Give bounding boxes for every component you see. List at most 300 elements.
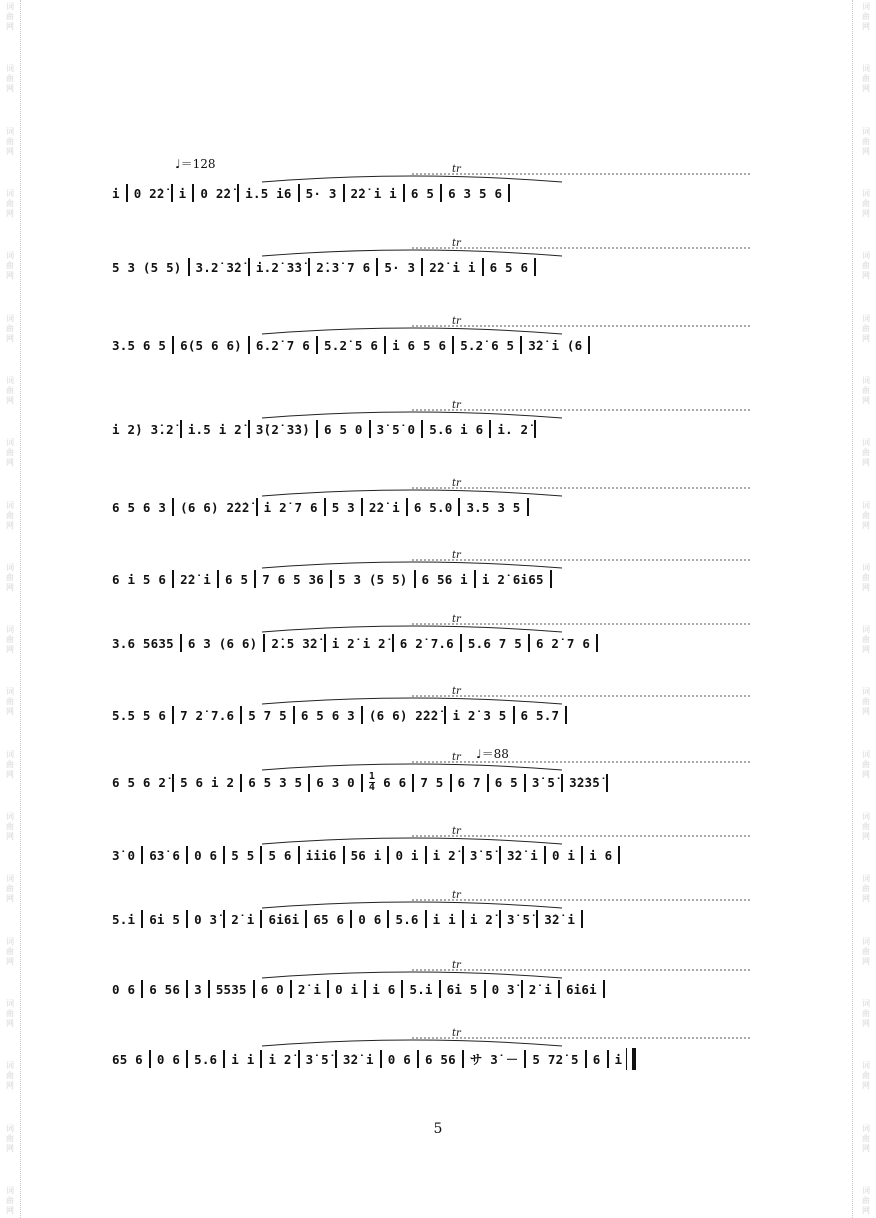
- watermark-char: 词: [862, 1061, 870, 1071]
- measure: 6 7: [457, 775, 481, 790]
- measure: 5.2̇ 6 5: [460, 337, 515, 353]
- measure: 2̇ i: [231, 911, 255, 927]
- barline: [260, 910, 262, 928]
- watermark-group: [3, 501, 17, 531]
- barline: [607, 1050, 609, 1068]
- measure: i 2̇: [432, 847, 456, 863]
- measure: i 6 5 6: [392, 337, 447, 353]
- watermark-group: [3, 1186, 17, 1216]
- measure: 6 3 0: [316, 775, 355, 790]
- slur-lines: [112, 484, 772, 498]
- measure: 0 6: [156, 1051, 181, 1067]
- watermark-char: 词: [6, 874, 14, 884]
- watermark-char: 词: [862, 251, 870, 261]
- watermark-group: [859, 501, 873, 531]
- watermark-char: 网: [6, 1019, 14, 1028]
- measure: 7 5: [420, 775, 444, 790]
- watermark-char: 曲: [6, 884, 14, 894]
- barline: [558, 980, 560, 998]
- watermark-char: 网: [862, 582, 870, 592]
- barline: [606, 774, 608, 792]
- measure: 0 6: [358, 911, 382, 927]
- trill-mark: tr: [452, 826, 461, 837]
- watermark-group: [859, 1186, 873, 1216]
- measure: 5· 3: [305, 185, 337, 201]
- watermark-char: 网: [862, 1205, 870, 1215]
- measure: 2̇.5 3̇2̇: [271, 635, 318, 651]
- slur-lines: [112, 406, 772, 420]
- barline: [361, 774, 363, 792]
- barline: [412, 774, 414, 792]
- watermark-group: [859, 64, 873, 94]
- watermark-char: 词: [6, 188, 14, 198]
- watermark-char: 曲: [862, 1133, 870, 1143]
- watermark-char: 网: [862, 1143, 870, 1153]
- measure: 0 i: [395, 847, 419, 863]
- measure: i 2̇ i 2̇: [331, 635, 386, 651]
- watermark-group: [3, 812, 17, 842]
- watermark-char: 词: [862, 874, 870, 884]
- watermark-char: 词: [862, 625, 870, 635]
- watermark-char: 曲: [862, 822, 870, 832]
- barline: [126, 184, 128, 202]
- watermark-group: [3, 2, 17, 32]
- score-row: [112, 614, 772, 651]
- watermark-group: [859, 937, 873, 967]
- barline: [425, 846, 427, 864]
- measure: 0 6: [387, 1051, 411, 1067]
- measure: 5.6 i 6: [429, 421, 484, 437]
- barline: [524, 1050, 526, 1068]
- barline: [290, 980, 292, 998]
- watermark-char: 曲: [6, 510, 14, 520]
- barline: [263, 634, 265, 652]
- barline: [223, 1050, 225, 1068]
- slur-lines: [112, 758, 772, 772]
- measure: 0 3̇: [491, 981, 515, 997]
- barline: [186, 980, 188, 998]
- barline: [186, 1050, 188, 1068]
- watermark-char: 网: [862, 894, 870, 904]
- barline: [521, 980, 523, 998]
- watermark-char: 曲: [862, 448, 870, 458]
- score-row: [112, 826, 772, 863]
- watermark-group: [859, 376, 873, 406]
- watermark-group: [3, 937, 17, 967]
- barline: [384, 336, 386, 354]
- measure: 2̇2̇ i: [180, 571, 211, 587]
- barline: [364, 980, 366, 998]
- measure: 2̇ i: [297, 981, 322, 997]
- watermark-group: [859, 999, 873, 1029]
- time-signature: [369, 772, 375, 793]
- barline: [444, 706, 446, 724]
- watermark-char: 词: [862, 562, 870, 572]
- score-row: [112, 1028, 772, 1067]
- measure: 3̇2̇ i: [342, 1051, 374, 1067]
- watermark-char: 曲: [6, 261, 14, 271]
- watermark-char: 网: [6, 271, 14, 281]
- tempo-marking: ♩＝88: [476, 747, 509, 761]
- measure: 6.2̇ 7 6: [255, 337, 310, 353]
- watermark-char: 曲: [862, 323, 870, 333]
- measure: 6 5 6 2̇: [112, 775, 167, 790]
- notes-line: [112, 420, 772, 438]
- measure: 6 5 6 3: [112, 499, 167, 515]
- watermark-char: 词: [862, 313, 870, 323]
- barline: [452, 336, 454, 354]
- trill-mark: tr: [452, 890, 461, 901]
- barline: [253, 980, 255, 998]
- watermark-char: 曲: [6, 759, 14, 769]
- measure: 3̇ 5̇: [507, 911, 531, 927]
- watermark-group: [859, 625, 873, 655]
- watermark-char: 网: [862, 1081, 870, 1091]
- measure: (6 6) 2̇2̇2̇: [368, 707, 439, 723]
- measure: 65 6: [313, 911, 345, 927]
- watermark-group: [3, 251, 17, 281]
- measure: i.2̇ 3̇3̇: [255, 259, 303, 275]
- measure: iii6: [305, 847, 337, 863]
- watermark-group: [859, 563, 873, 593]
- measure: 7 2̇ 7.6: [180, 707, 235, 723]
- measure: i i: [432, 911, 456, 927]
- barline: [298, 846, 300, 864]
- watermark-char: 词: [6, 687, 14, 697]
- measure: 5.6 7 5: [467, 635, 522, 651]
- notes-line: [112, 634, 772, 652]
- measure: i 2̇ 7 6: [263, 499, 318, 515]
- watermark-char: 网: [6, 894, 14, 904]
- watermark-char: 网: [862, 520, 870, 530]
- measure: 2̇2̇ i: [368, 499, 400, 515]
- watermark-char: 词: [862, 936, 870, 946]
- watermark-char: 网: [862, 395, 870, 405]
- measure: 6 5 6: [489, 259, 529, 275]
- watermark-group: [3, 687, 17, 717]
- measure: 63̇ 6: [149, 847, 181, 863]
- watermark-char: 曲: [862, 572, 870, 582]
- watermark-group: [3, 64, 17, 94]
- watermark-group: [3, 127, 17, 157]
- barline: [180, 634, 182, 652]
- barline: [581, 846, 583, 864]
- watermark-char: 网: [862, 146, 870, 156]
- barline: [316, 336, 318, 354]
- measure: 5 3 (5 5): [112, 259, 182, 275]
- measure: 3̇ 5̇: [305, 1051, 329, 1067]
- measure: 65 6: [112, 1051, 143, 1067]
- watermark-char: 曲: [6, 635, 14, 645]
- barline: [343, 846, 345, 864]
- watermark-char: 网: [6, 956, 14, 966]
- barline: [421, 420, 423, 438]
- trill-mark: tr: [452, 164, 461, 175]
- measure: 5 3: [331, 499, 355, 515]
- watermark-char: 网: [6, 146, 14, 156]
- watermark-char: 曲: [6, 385, 14, 395]
- watermark-char: 网: [6, 84, 14, 94]
- barline: [186, 846, 188, 864]
- watermark-char: 词: [862, 438, 870, 448]
- trill-mark: tr: [452, 1028, 461, 1039]
- score-row: [112, 478, 772, 515]
- measure: 3̇ 5̇: [531, 775, 556, 790]
- watermark-char: 曲: [862, 759, 870, 769]
- measure: i 6: [589, 847, 613, 863]
- measure: 6 3 5 6: [448, 185, 503, 201]
- notes-line: [112, 1048, 772, 1070]
- watermark-char: 词: [6, 375, 14, 385]
- measure: 5 72̇ 5: [532, 1051, 579, 1067]
- final-barline: [626, 1048, 636, 1070]
- barline: [482, 258, 484, 276]
- barline: [237, 184, 239, 202]
- slur-lines: [112, 244, 772, 258]
- watermark-char: 网: [6, 1205, 14, 1215]
- barline: [403, 184, 405, 202]
- slur-lines: [112, 966, 772, 980]
- barline: [524, 774, 526, 792]
- left-watermark-column: [3, 0, 17, 1218]
- barline: [171, 184, 173, 202]
- watermark-char: 曲: [862, 946, 870, 956]
- barline: [335, 1050, 337, 1068]
- barline: [487, 774, 489, 792]
- measure: 2̇2̇ i i: [350, 185, 397, 201]
- barline: [499, 910, 501, 928]
- measure: 5535: [215, 981, 247, 997]
- measure: 6i 5: [149, 911, 181, 927]
- watermark-char: 曲: [862, 385, 870, 395]
- watermark-char: 网: [6, 769, 14, 779]
- watermark-group: [3, 874, 17, 904]
- watermark-char: 网: [862, 956, 870, 966]
- watermark-char: 网: [6, 832, 14, 842]
- slur-lines: [112, 556, 772, 570]
- watermark-char: 词: [6, 812, 14, 822]
- watermark-char: 曲: [6, 1071, 14, 1081]
- tempo-marking: ♩＝128: [175, 157, 216, 171]
- watermark-char: 词: [6, 1185, 14, 1195]
- measure: 5 7 5: [248, 707, 287, 723]
- watermark-char: 曲: [6, 1009, 14, 1018]
- watermark-char: 网: [862, 208, 870, 218]
- barline: [240, 706, 242, 724]
- watermark-char: 词: [862, 687, 870, 697]
- barline: [330, 570, 332, 588]
- watermark-char: 网: [862, 707, 870, 717]
- barline: [172, 498, 174, 516]
- barline: [293, 706, 295, 724]
- watermark-group: [3, 314, 17, 344]
- barline: [369, 420, 371, 438]
- measure: 2̇ i: [528, 981, 552, 997]
- watermark-char: 网: [862, 84, 870, 94]
- measure: 5 5: [231, 847, 255, 863]
- notes-line: [112, 498, 772, 516]
- barline: [489, 420, 491, 438]
- barline: [298, 184, 300, 202]
- measure: 6 i 5 6: [112, 571, 167, 587]
- notes-line: [112, 846, 772, 864]
- barline: [380, 1050, 382, 1068]
- watermark-char: 网: [6, 333, 14, 343]
- barline: [508, 184, 510, 202]
- watermark-char: 网: [6, 395, 14, 405]
- measure: 6 0: [260, 981, 284, 997]
- measure: i: [178, 185, 187, 201]
- barline: [406, 498, 408, 516]
- measure: 5.i: [112, 911, 136, 927]
- watermark-char: 网: [862, 22, 870, 31]
- barline: [248, 258, 250, 276]
- watermark-char: 网: [862, 832, 870, 842]
- watermark-char: 曲: [862, 697, 870, 707]
- barline: [192, 184, 194, 202]
- measure: 0 6: [194, 847, 218, 863]
- barline: [172, 774, 174, 792]
- barline: [561, 774, 563, 792]
- watermark-char: 词: [6, 562, 14, 572]
- watermark-group: [859, 314, 873, 344]
- barline: [350, 910, 352, 928]
- measure: i: [614, 1051, 623, 1067]
- barline: [462, 1050, 464, 1068]
- barline: [544, 846, 546, 864]
- barline: [172, 570, 174, 588]
- measure: 3̇2̇ i: [507, 847, 538, 863]
- watermark-char: 曲: [862, 261, 870, 271]
- measure: 6 5: [410, 185, 435, 201]
- barline: [254, 570, 256, 588]
- measure: 3.2̇ 3̇2̇: [195, 259, 242, 275]
- measure: i i: [231, 1051, 255, 1067]
- watermark-char: 网: [862, 645, 870, 655]
- measure: 6(5 6 6): [180, 337, 242, 353]
- barline: [527, 498, 529, 516]
- trill-mark: tr: [452, 478, 461, 489]
- barline: [401, 980, 403, 998]
- slur-lines: [112, 692, 772, 706]
- measure: 2̇2̇ i i: [429, 259, 476, 275]
- measure: 6 3 (6 6): [187, 635, 258, 651]
- watermark-char: 曲: [862, 136, 870, 146]
- watermark-char: 曲: [6, 323, 14, 333]
- measure: 0 3̇: [194, 911, 218, 927]
- watermark-char: 曲: [862, 510, 870, 520]
- watermark-char: 词: [6, 625, 14, 635]
- watermark-char: 曲: [6, 12, 14, 21]
- barline: [376, 258, 378, 276]
- measure: i. 2̇: [497, 421, 529, 437]
- barline: [188, 258, 190, 276]
- barline: [392, 634, 394, 652]
- measure: 6 2̇ 7.6: [399, 635, 454, 651]
- barline: [618, 846, 620, 864]
- score-row: [112, 686, 772, 723]
- watermark-char: 词: [862, 999, 870, 1008]
- barline: [361, 498, 363, 516]
- barline: [256, 498, 258, 516]
- watermark-char: 词: [862, 188, 870, 198]
- measure: i.5 i6: [245, 185, 292, 201]
- measure: 2̇.3̇ 7 6: [316, 259, 371, 275]
- right-watermark-column: [859, 0, 873, 1218]
- barline: [440, 184, 442, 202]
- barline: [499, 846, 501, 864]
- watermark-group: [3, 376, 17, 406]
- watermark-group: [3, 438, 17, 468]
- watermark-char: 曲: [6, 572, 14, 582]
- watermark-char: 曲: [862, 198, 870, 208]
- measure: 6 5 0: [324, 421, 363, 437]
- watermark-group: [3, 189, 17, 219]
- watermark-char: 曲: [6, 697, 14, 707]
- measure: i: [112, 185, 120, 201]
- slur-lines: [112, 832, 772, 846]
- watermark-char: 网: [6, 22, 14, 31]
- watermark-group: [3, 1061, 17, 1091]
- watermark-group: [859, 1061, 873, 1091]
- watermark-group: [3, 625, 17, 655]
- barline: [550, 570, 552, 588]
- watermark-char: 词: [862, 812, 870, 822]
- watermark-char: 网: [6, 520, 14, 530]
- barline: [588, 336, 590, 354]
- time-signature-bottom: 4: [368, 782, 376, 793]
- watermark-char: 网: [6, 458, 14, 468]
- measure: i 2̇: [469, 911, 494, 927]
- measure: i 2̇ 6i65: [481, 571, 544, 587]
- barline: [439, 980, 441, 998]
- watermark-char: 曲: [6, 448, 14, 458]
- watermark-char: 网: [862, 333, 870, 343]
- watermark-group: [859, 127, 873, 157]
- score-row: [112, 890, 772, 927]
- barline: [208, 980, 210, 998]
- time-signature-top: 1: [368, 771, 376, 782]
- barline: [141, 980, 143, 998]
- notes-line: [112, 980, 772, 998]
- measure: 6 5 3 5: [248, 775, 303, 790]
- measure: 5 6 i 2: [180, 775, 235, 790]
- barline: [460, 634, 462, 652]
- barline: [534, 420, 536, 438]
- trill-mark: tr: [452, 686, 461, 697]
- barline: [172, 336, 174, 354]
- watermark-char: 曲: [862, 884, 870, 894]
- barline: [414, 570, 416, 588]
- measure: 6 5.7: [520, 707, 560, 723]
- measure: i 6: [372, 981, 396, 997]
- trill-mark: tr: [452, 400, 461, 411]
- barline: [596, 634, 598, 652]
- score-row: [112, 238, 772, 275]
- slur-lines: [112, 322, 772, 336]
- left-margin-guide: [20, 0, 22, 1218]
- watermark-group: [859, 189, 873, 219]
- watermark-char: 网: [862, 1019, 870, 1028]
- watermark-char: 词: [6, 500, 14, 510]
- watermark-char: 词: [862, 2, 870, 11]
- barline: [361, 706, 363, 724]
- measure: 5· 3: [384, 259, 416, 275]
- barline: [172, 706, 174, 724]
- measure: 5.6: [194, 1051, 218, 1067]
- trill-mark: tr: [452, 752, 461, 763]
- barline: [180, 420, 182, 438]
